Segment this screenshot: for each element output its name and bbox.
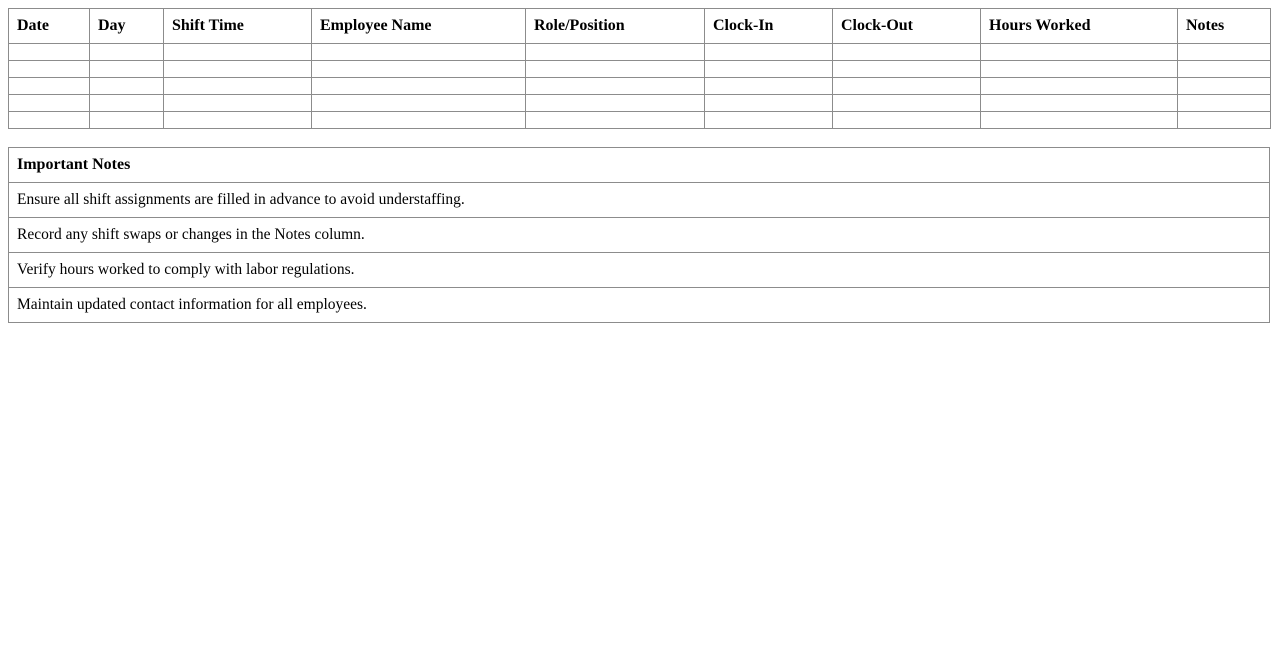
cell-employee-name: [312, 95, 526, 112]
cell-day: [90, 78, 164, 95]
cell-day: [90, 112, 164, 129]
header-role-position: Role/Position: [526, 9, 705, 44]
cell-clock-in: [705, 78, 833, 95]
cell-clock-out: [833, 112, 981, 129]
cell-notes: [1178, 61, 1271, 78]
cell-day: [90, 61, 164, 78]
cell-role-position: [526, 61, 705, 78]
note-item: Maintain updated contact information for all employees.: [9, 288, 1270, 323]
header-clock-out: Clock-Out: [833, 9, 981, 44]
table-row: [9, 95, 1271, 112]
shift-schedule-table: [8, 8, 1271, 129]
cell-hours-worked: [981, 78, 1178, 95]
cell-date: [9, 95, 90, 112]
cell-role-position: [526, 44, 705, 61]
cell-role-position: [526, 95, 705, 112]
cell-hours-worked: [981, 44, 1178, 61]
cell-employee-name: [312, 78, 526, 95]
header-employee-name: Employee Name: [312, 9, 526, 44]
cell-shift-time: [164, 78, 312, 95]
note-row: [9, 288, 1270, 323]
cell-shift-time: [164, 95, 312, 112]
notes-title: Important Notes: [9, 148, 1270, 183]
table-row: [9, 112, 1271, 129]
important-notes-table: [8, 147, 1270, 323]
cell-notes: [1178, 78, 1271, 95]
cell-clock-in: [705, 95, 833, 112]
note-item: Ensure all shift assignments are filled in advance to avoid understaffing.: [9, 183, 1270, 218]
cell-clock-in: [705, 44, 833, 61]
cell-notes: [1178, 95, 1271, 112]
cell-employee-name: [312, 112, 526, 129]
cell-date: [9, 61, 90, 78]
cell-role-position: [526, 78, 705, 95]
table-row: [9, 44, 1271, 61]
cell-employee-name: [312, 44, 526, 61]
header-shift-time: Shift Time: [164, 9, 312, 44]
header-hours-worked: Hours Worked: [981, 9, 1178, 44]
note-item: Record any shift swaps or changes in the Notes column.: [9, 218, 1270, 253]
cell-clock-out: [833, 61, 981, 78]
cell-date: [9, 112, 90, 129]
schedule-body: [9, 44, 1271, 129]
cell-hours-worked: [981, 95, 1178, 112]
cell-clock-out: [833, 44, 981, 61]
note-row: [9, 183, 1270, 218]
header-notes: Notes: [1178, 9, 1271, 44]
cell-notes: [1178, 112, 1271, 129]
cell-clock-in: [705, 61, 833, 78]
cell-employee-name: [312, 61, 526, 78]
cell-day: [90, 95, 164, 112]
cell-shift-time: [164, 112, 312, 129]
cell-clock-out: [833, 95, 981, 112]
cell-shift-time: [164, 61, 312, 78]
header-clock-in: Clock-In: [705, 9, 833, 44]
header-date: Date: [9, 9, 90, 44]
header-day: Day: [90, 9, 164, 44]
cell-role-position: [526, 112, 705, 129]
table-row: [9, 78, 1271, 95]
cell-hours-worked: [981, 112, 1178, 129]
cell-clock-out: [833, 78, 981, 95]
table-header-row: [9, 9, 1271, 44]
cell-shift-time: [164, 44, 312, 61]
note-item: Verify hours worked to comply with labor regulations.: [9, 253, 1270, 288]
cell-date: [9, 78, 90, 95]
cell-notes: [1178, 44, 1271, 61]
table-row: [9, 61, 1271, 78]
note-row: [9, 218, 1270, 253]
cell-clock-in: [705, 112, 833, 129]
cell-hours-worked: [981, 61, 1178, 78]
cell-date: [9, 44, 90, 61]
note-row: [9, 253, 1270, 288]
cell-day: [90, 44, 164, 61]
notes-title-row: [9, 148, 1270, 183]
